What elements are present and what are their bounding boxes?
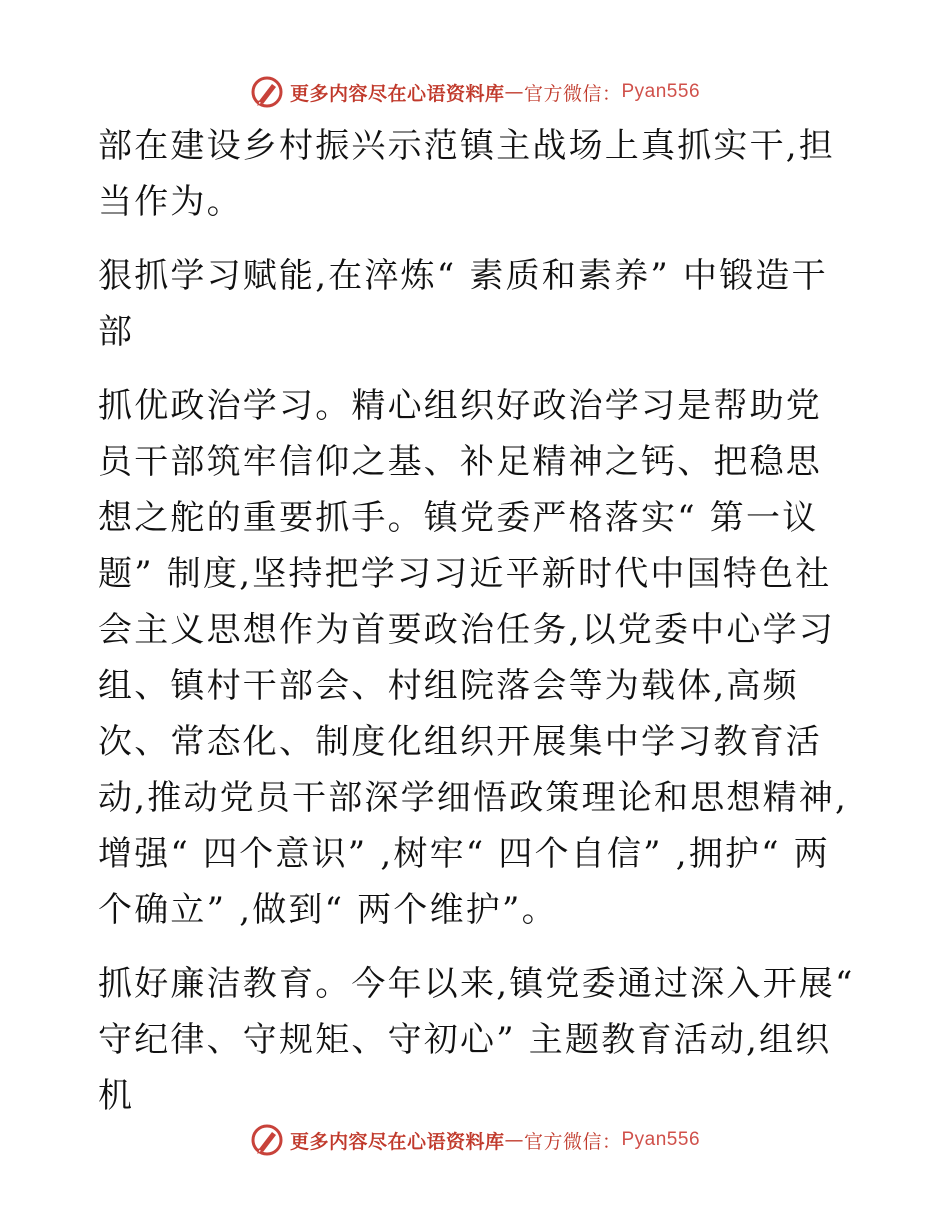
watermark-handle: Pyan556 — [621, 81, 701, 102]
pen-logo-icon — [250, 1123, 284, 1157]
watermark-handle: Pyan556 — [621, 1129, 701, 1150]
footer-watermark — [0, 1120, 950, 1160]
watermark-label: 官方微信： — [523, 82, 622, 105]
section-heading: 狠抓学习赋能,在淬炼“ 素质和素养” 中锻造干部 — [98, 256, 828, 352]
pen-logo-icon — [250, 75, 284, 109]
watermark-label: 官方微信： — [523, 1130, 622, 1153]
watermark-brand: 更多内容尽在心语资料库 — [289, 82, 505, 105]
watermark-separator: — — [504, 1129, 524, 1151]
document-body — [98, 118, 858, 1142]
paragraph-continuation: 部在建设乡村振兴示范镇主战场上真抓实干,担当作为。 — [98, 126, 836, 222]
watermark-brand: 更多内容尽在心语资料库 — [289, 1130, 505, 1153]
paragraph-political-study: 抓优政治学习。精心组织好政治学习是帮助党员干部筑牢信仰之基、补足精神之钙、把稳思想之舵的重要抓手。镇党委严格落实“ 第一议题” 制度,坚持把学习习近平新时代中国特色社会主义思想作为首要政治任务,以党委中心学习组、镇村干部会、村组院落会等为载体,高频次、常态化、制度化组织开展集中学习教育活动,推动党员干部深学细悟政策理论和思想精神,增强“ 四个意识” ,树牢“ 四个自信” ,拥护“ 两个确立” ,做到“ 两个维护”。 — [98, 386, 849, 930]
header-watermark — [0, 72, 950, 112]
watermark-separator: — — [504, 81, 524, 103]
paragraph-integrity-education: 抓好廉洁教育。今年以来,镇党委通过深入开展“ 守纪律、守规矩、守初心” 主题教育活动,组织机 — [98, 964, 855, 1116]
